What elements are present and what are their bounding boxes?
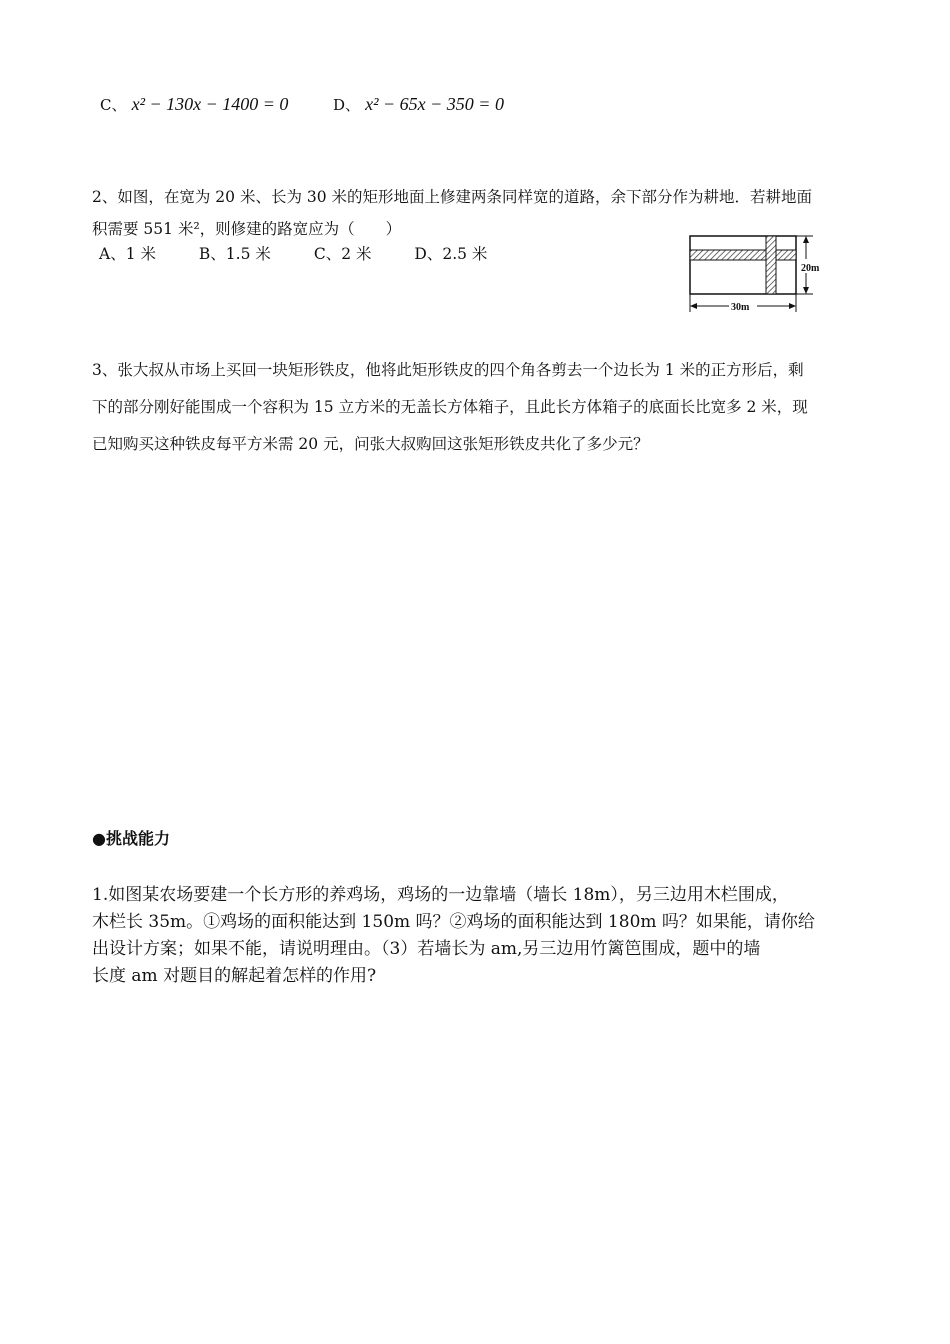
road-figure (685, 228, 835, 318)
question-2-option-a: A、1 米 (99, 245, 156, 263)
challenge-line-4: 长度 am 对题目的解起着怎样的作用? (92, 966, 377, 986)
option-c-label: C、 (100, 96, 127, 114)
height-arrowhead-up (803, 236, 809, 243)
section-title: ●挑战能力 (92, 829, 170, 848)
option-d (333, 94, 504, 115)
option-d-equation: x² − 65x − 350 = 0 (365, 94, 504, 114)
question-2-option-c: C、2 米 (313, 245, 372, 263)
vertical-road (766, 236, 776, 294)
question-3-line-2: 下的部分刚好能围成一个容积为 15 立方米的无盖长方体箱子，且此长方体箱子的底面长比宽多 2 米，现 (92, 398, 808, 416)
challenge-line-3: 出设计方案；如果不能，请说明理由。（3）若墙长为 am,另三边用竹篱笆围成，题中的墙 (92, 939, 761, 959)
option-d-label: D、 (333, 96, 361, 114)
option-c-equation: x² − 130x − 1400 = 0 (131, 94, 289, 114)
question-3-line-1: 3、张大叔从市场上买回一块矩形铁皮，他将此矩形铁皮的四个角各剪去一个边长为 1 米的正方形后，剩 (92, 361, 804, 379)
challenge-line-2: 木栏长 35m。①鸡场的面积能达到 150m 吗？②鸡场的面积能达到 180m 吗？如果能，请你给 (92, 912, 815, 932)
option-c (100, 94, 288, 115)
height-label: 20m (801, 263, 820, 274)
height-arrowhead-down (803, 287, 809, 294)
question-2-option-b: B、1.5 米 (198, 245, 271, 263)
challenge-question (92, 882, 882, 990)
width-label: 30m (731, 302, 750, 313)
question-2-options (99, 238, 525, 270)
question-3 (92, 352, 882, 463)
question-2-option-d: D、2.5 米 (414, 245, 488, 263)
width-arrowhead-left (690, 303, 697, 309)
field-rectangle (690, 236, 796, 294)
question-2-line-2: 积需要 551 米²，则修建的路宽应为（ ） (92, 220, 402, 238)
horizontal-road (690, 250, 796, 260)
question-3-line-3: 已知购买这种铁皮每平方米需 20 元，问张大叔购回这张矩形铁皮共化了多少元？ (92, 435, 649, 453)
challenge-line-1: 1.如图某农场要建一个长方形的养鸡场，鸡场的一边靠墙（墙长 18m），另三边用木栏围成， (92, 885, 789, 905)
width-arrowhead-right (789, 303, 796, 309)
question-2-line-1: 2、如图，在宽为 20 米、长为 30 米的矩形地面上修建两条同样宽的道路，余下部分作为耕地．若耕地面 (92, 188, 813, 206)
